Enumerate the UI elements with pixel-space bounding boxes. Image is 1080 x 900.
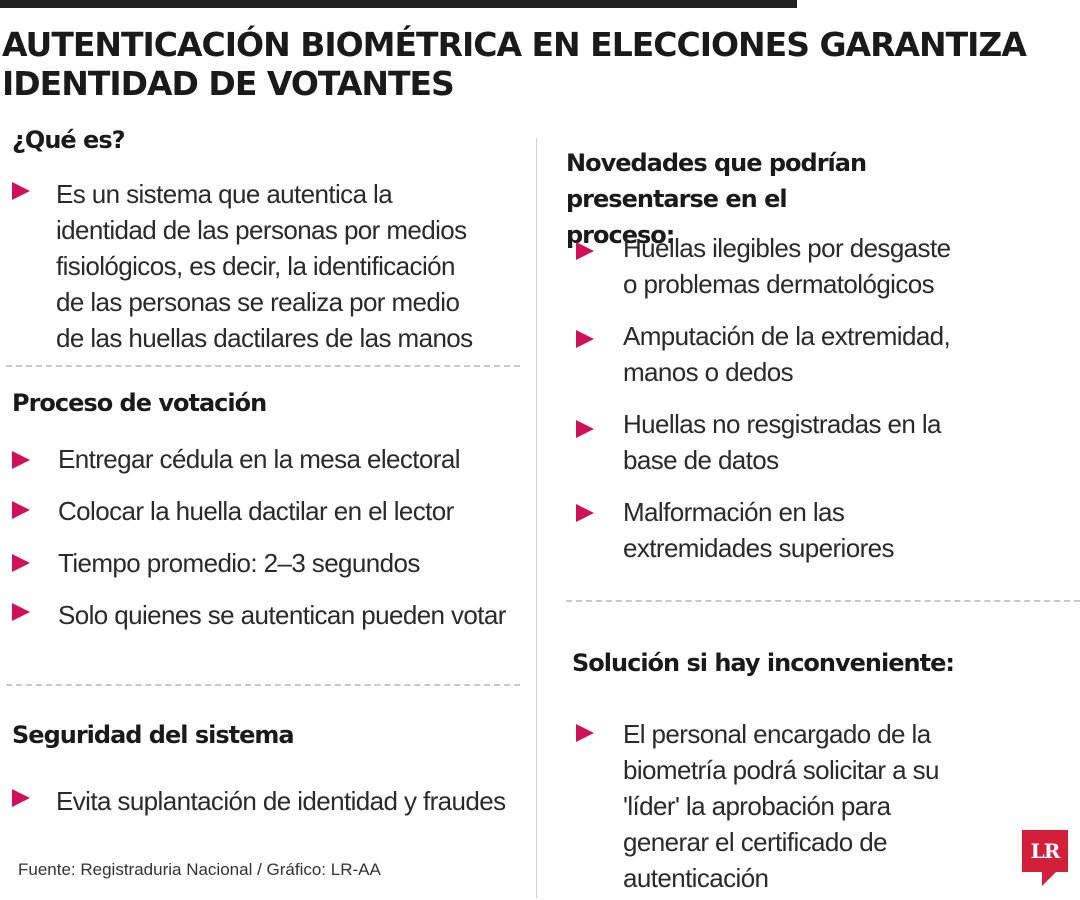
list-item [12,493,512,545]
novedades-list [576,230,956,582]
list-item [12,545,512,597]
solucion-list [576,716,966,896]
bullet-triangle-icon [12,501,30,519]
lr-logo-tail [1042,872,1056,886]
list-item-text: Evita suplantación de identidad y fraudes [56,786,506,816]
bullet-triangle-icon [12,789,30,807]
divider [566,600,1080,602]
list-item-text: Malformación en las extremidades superiores [623,497,894,563]
list-item-text: Huellas no resgistradas en la base de datos [623,409,941,475]
list-item-text: Solo quienes se autentican pueden votar [58,600,506,630]
list-item [12,176,482,356]
bullet-triangle-icon [12,182,30,200]
bullet-triangle-icon [576,504,594,522]
list-item [576,318,956,406]
seguridad-list [12,783,512,819]
list-item [576,716,966,896]
list-item [12,597,512,649]
list-item [12,441,512,493]
top-rule [0,0,797,8]
list-item [12,783,512,819]
divider [6,684,520,686]
list-item-text: Entregar cédula en la mesa electoral [58,444,460,474]
bullet-triangle-icon [576,330,594,348]
page-title: AUTENTICACIÓN BIOMÉTRICA EN ELECCIONES GARANTIZA IDENTIDAD DE VOTANTES [2,25,1026,103]
column-divider [536,138,537,898]
list-item-text: Amputación de la extremidad, manos o dedos [623,321,951,387]
bullet-triangle-icon [12,554,30,572]
bullet-triangle-icon [12,451,30,469]
list-item [576,230,956,318]
lr-logo: LR [1022,830,1068,872]
section-heading-que-es: ¿Qué es? [12,126,125,154]
list-item [576,494,956,582]
bullet-triangle-icon [576,420,594,438]
que-es-list [12,176,482,356]
list-item-text: El personal encargado de la biometría podrá solicitar a su 'líder' la aprobación para generar el certificado de autenticación [623,719,939,893]
bullet-triangle-icon [576,242,594,260]
list-item-text: Es un sistema que autentica la identidad de las personas por medios fisiológicos, es decir, la identificación de las personas se realiza por medio de las huellas dactilares de las manos [56,179,473,353]
bullet-triangle-icon [576,724,594,742]
list-item-text: Colocar la huella dactilar en el lector [58,496,454,526]
section-heading-solucion: Solución si hay inconveniente: [572,649,954,677]
proceso-list [12,441,512,649]
divider [6,365,520,367]
section-heading-proceso: Proceso de votación [12,389,267,417]
list-item-text: Huellas ilegibles por desgaste o problemas dermatológicos [623,233,951,299]
list-item [576,406,956,494]
list-item-text: Tiempo promedio: 2–3 segundos [58,548,420,578]
bullet-triangle-icon [12,603,30,621]
section-heading-novedades: Novedades que podrían presentarse en el proceso: [566,149,867,249]
section-heading-seguridad: Seguridad del sistema [12,721,294,749]
source-credit: Fuente: Registraduria Nacional / Gráfico: LR-AA [18,860,381,879]
